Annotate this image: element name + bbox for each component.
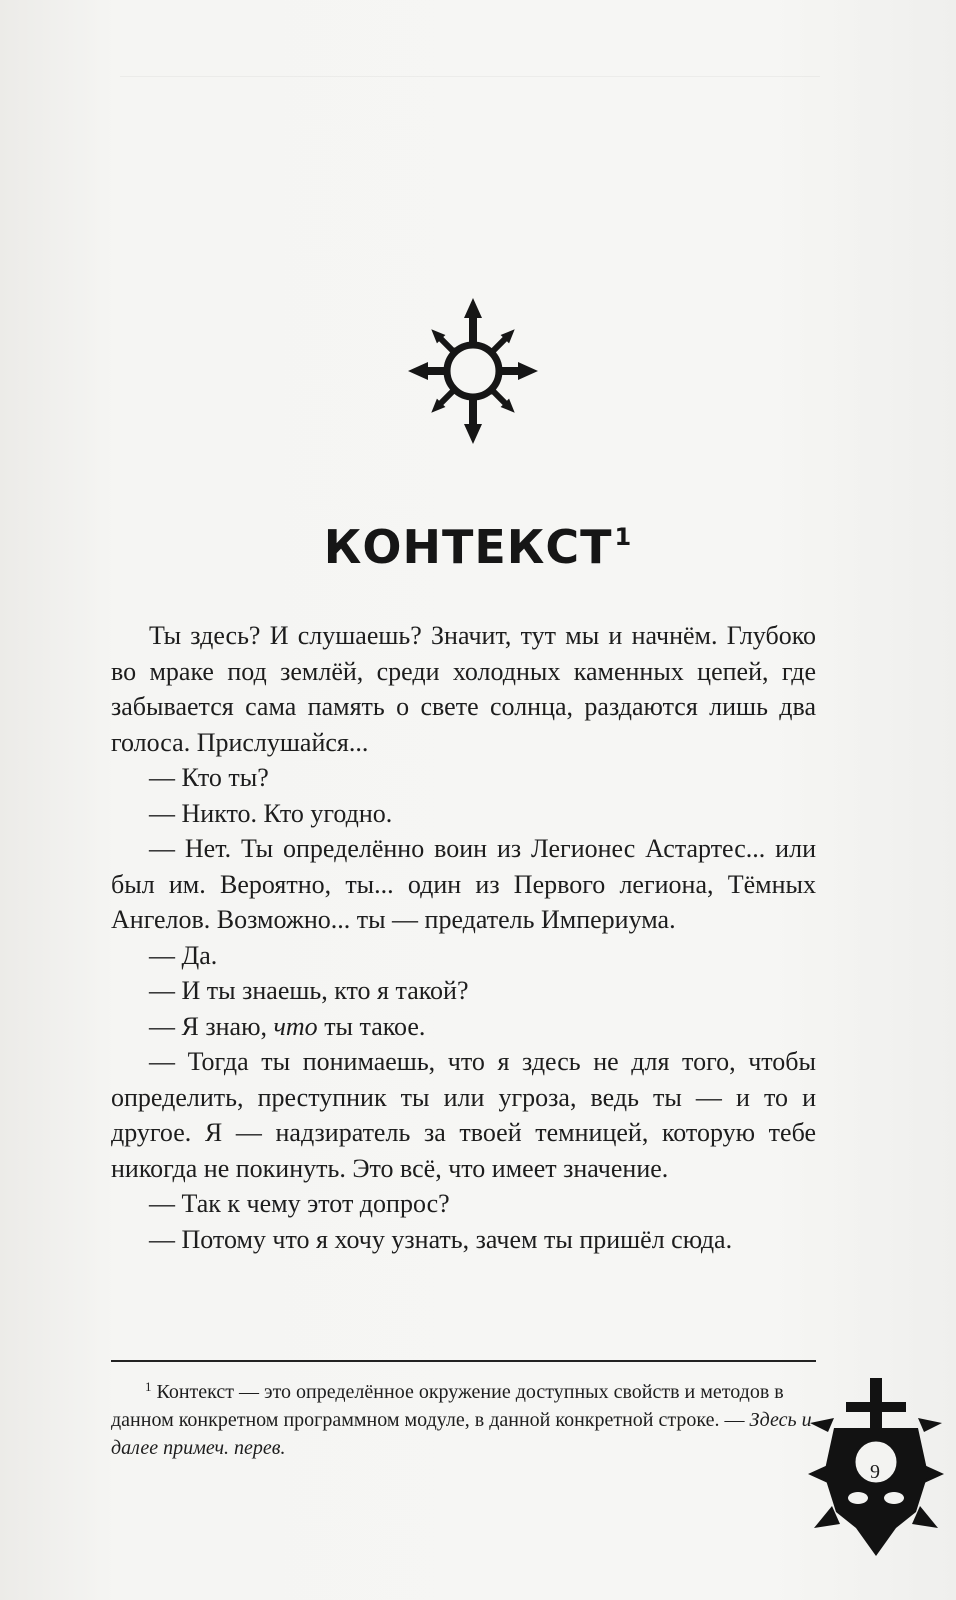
footnote-reference: 1 [614,523,633,551]
dialogue-line: — Потому что я хочу узнать, зачем ты пришёл сюда. [149,1224,733,1254]
dialogue-line: — Тогда ты понимаешь, что я здесь не для того, чтобы определить, преступник ты или угроза, ведь ты — и то и другое. Я — надзиратель за твоей темницей, которую тебе никогда не покинуть. Это всё, что имеет значение. [111,1047,816,1183]
dialogue-line: — Так к чему этот допрос? [149,1189,450,1218]
dialogue-line: — Кто ты? [149,763,269,792]
running-head-bleedthrough [120,58,820,77]
footnote-note: Здесь и далее примеч. перев. [111,1409,812,1459]
dialogue-line [111,1009,816,1045]
dialogue-line: — И ты знаешь, кто я такой? [149,976,469,1005]
dialogue-line: — Нет. Ты определённо воин из Легионес Астартес... или был им. Вероятно, ты... один из Первого легиона, Тёмных Ангелов. Возможно... ты — предатель Империума. [111,834,816,934]
footnote-text: Контекст — это определённое окружение доступных свойств и методов в данном конкретном программном модуле, в данной конкретной строке. — [111,1381,784,1431]
footnote [111,1373,816,1462]
body-text [111,618,816,1257]
footnote-divider [111,1360,816,1362]
dialogue-emphasis: что [273,1011,318,1041]
dialogue-line-end: ты такое. [317,1011,426,1041]
paragraph: Ты здесь? И слушаешь? Значит, тут мы и начнём. Глубоко во мраке под землёй, среди холодных каменных цепей, где забывается сама память о свете солнца, раздаются лишь два голоса. Прислушайся... [111,621,816,757]
chapter-title-text: КОНТЕКСТ [323,520,613,574]
footnote-number: 1 [145,1379,152,1394]
dialogue-line: — Никто. Кто угодно. [149,798,393,828]
dialogue-line-start: — Я знаю, [149,1011,274,1041]
chaos-star-icon [406,296,540,446]
chapter-title [0,520,956,574]
page-number: 9 [870,1461,880,1483]
dialogue-line: — Да. [149,940,218,970]
